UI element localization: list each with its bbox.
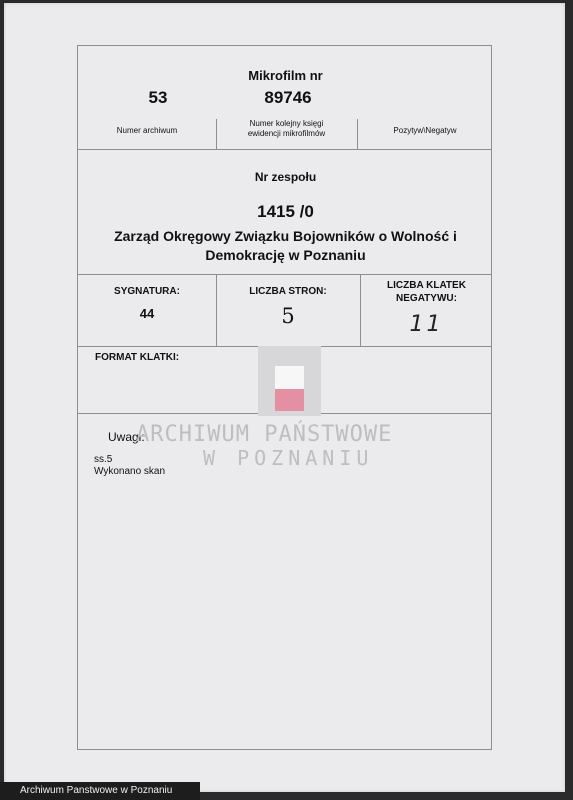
divider [78,149,491,150]
microfilm-number: 89746 [264,88,312,107]
positive-negative-label: Pozytyw\Negatyw [393,126,457,135]
color-patch-pink [275,389,304,411]
frames-value: 11 [409,312,444,337]
notes-line1: ss.5 [94,454,113,465]
notes-line2: Wykonano skan [94,466,166,477]
archive-footer: Archiwum Panstwowe w Poznaniu [0,782,200,800]
book-number-label-2: ewidencji mikrofilmów [247,129,326,138]
pages-value: 5 [281,304,295,328]
frames-label-line2: NEGATYWU: [396,293,457,304]
frames-label-line1: LICZBA KLATEK [387,280,466,291]
book-number-label-1: Numer kolejny księgi [249,119,324,128]
archive-number-label: Numer archiwum [116,126,178,135]
archive-watermark-line2: W POZNANIU [203,446,374,470]
color-reference-stamp [258,346,321,416]
color-patch-white [275,366,304,389]
fond-number: 1415 /0 [257,202,314,221]
format-label: FORMAT KLATKI: [95,352,180,363]
archive-watermark-line1: ARCHIWUM PAŃSTWOWE [136,422,393,447]
fond-name-line2: Demokrację w Poznaniu [205,247,366,263]
divider [78,274,491,275]
signature-label: SYGNATURA: [114,286,180,297]
fond-label: Nr zespołu [254,170,317,184]
fond-name-line1: Zarząd Okręgowy Związku Bojowników o Wolność i [114,228,457,244]
signature-value: 44 [139,306,155,321]
microfilm-card [77,45,492,750]
notes-label: Uwagi: [108,430,145,444]
card-title: Mikrofilm nr [248,68,323,83]
archive-number: 53 [148,88,168,107]
pages-label: LICZBA STRON: [249,286,327,297]
document-sheet [4,3,565,792]
